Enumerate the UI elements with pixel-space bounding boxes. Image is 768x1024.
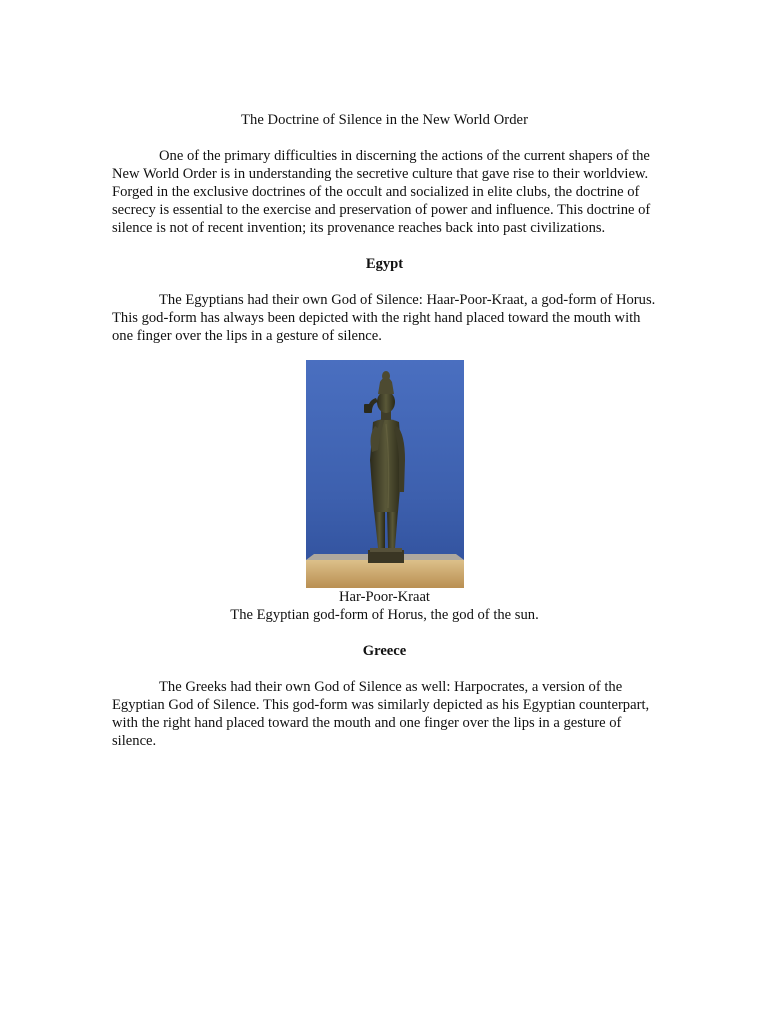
figure-caption-title: Har-Poor-Kraat <box>339 589 430 605</box>
egypt-paragraph: The Egyptians had their own God of Silence: Haar-Poor-Kraat, a god-form of Horus. This god-form has always been depicted with the right hand placed toward the mouth with one finger over the lips in a gesture of silence. <box>112 292 656 344</box>
greece-paragraph: The Greeks had their own God of Silence as well: Harpocrates, a version of the Egyptian God of Silence. This god-form was similarly depicted as his Egyptian counterpart, with the right hand placed toward the mouth and one finger over the lips in a gesture of silence. <box>112 679 650 749</box>
figure-caption-text: The Egyptian god-form of Horus, the god of the sun. <box>230 607 539 623</box>
document-page <box>112 111 657 750</box>
intro-paragraph: One of the primary difficulties in discerning the actions of the current shapers of the New World Order is in understanding the secretive culture that gave rise to their worldview. Forged in the exclusive doctrines of the occult and socialized in elite clubs, the doctrine of secrecy is essential to the exercise and preservation of power and influence. This doctrine of silence is not of recent invention; its provenance reaches back into past civilizations. <box>112 148 651 236</box>
section-heading-egypt: Egypt <box>365 256 404 272</box>
document-title: The Doctrine of Silence in the New World Order <box>241 112 528 128</box>
section-heading-greece: Greece <box>362 643 407 659</box>
statue-photo <box>306 360 464 588</box>
statue-figure <box>112 360 657 588</box>
